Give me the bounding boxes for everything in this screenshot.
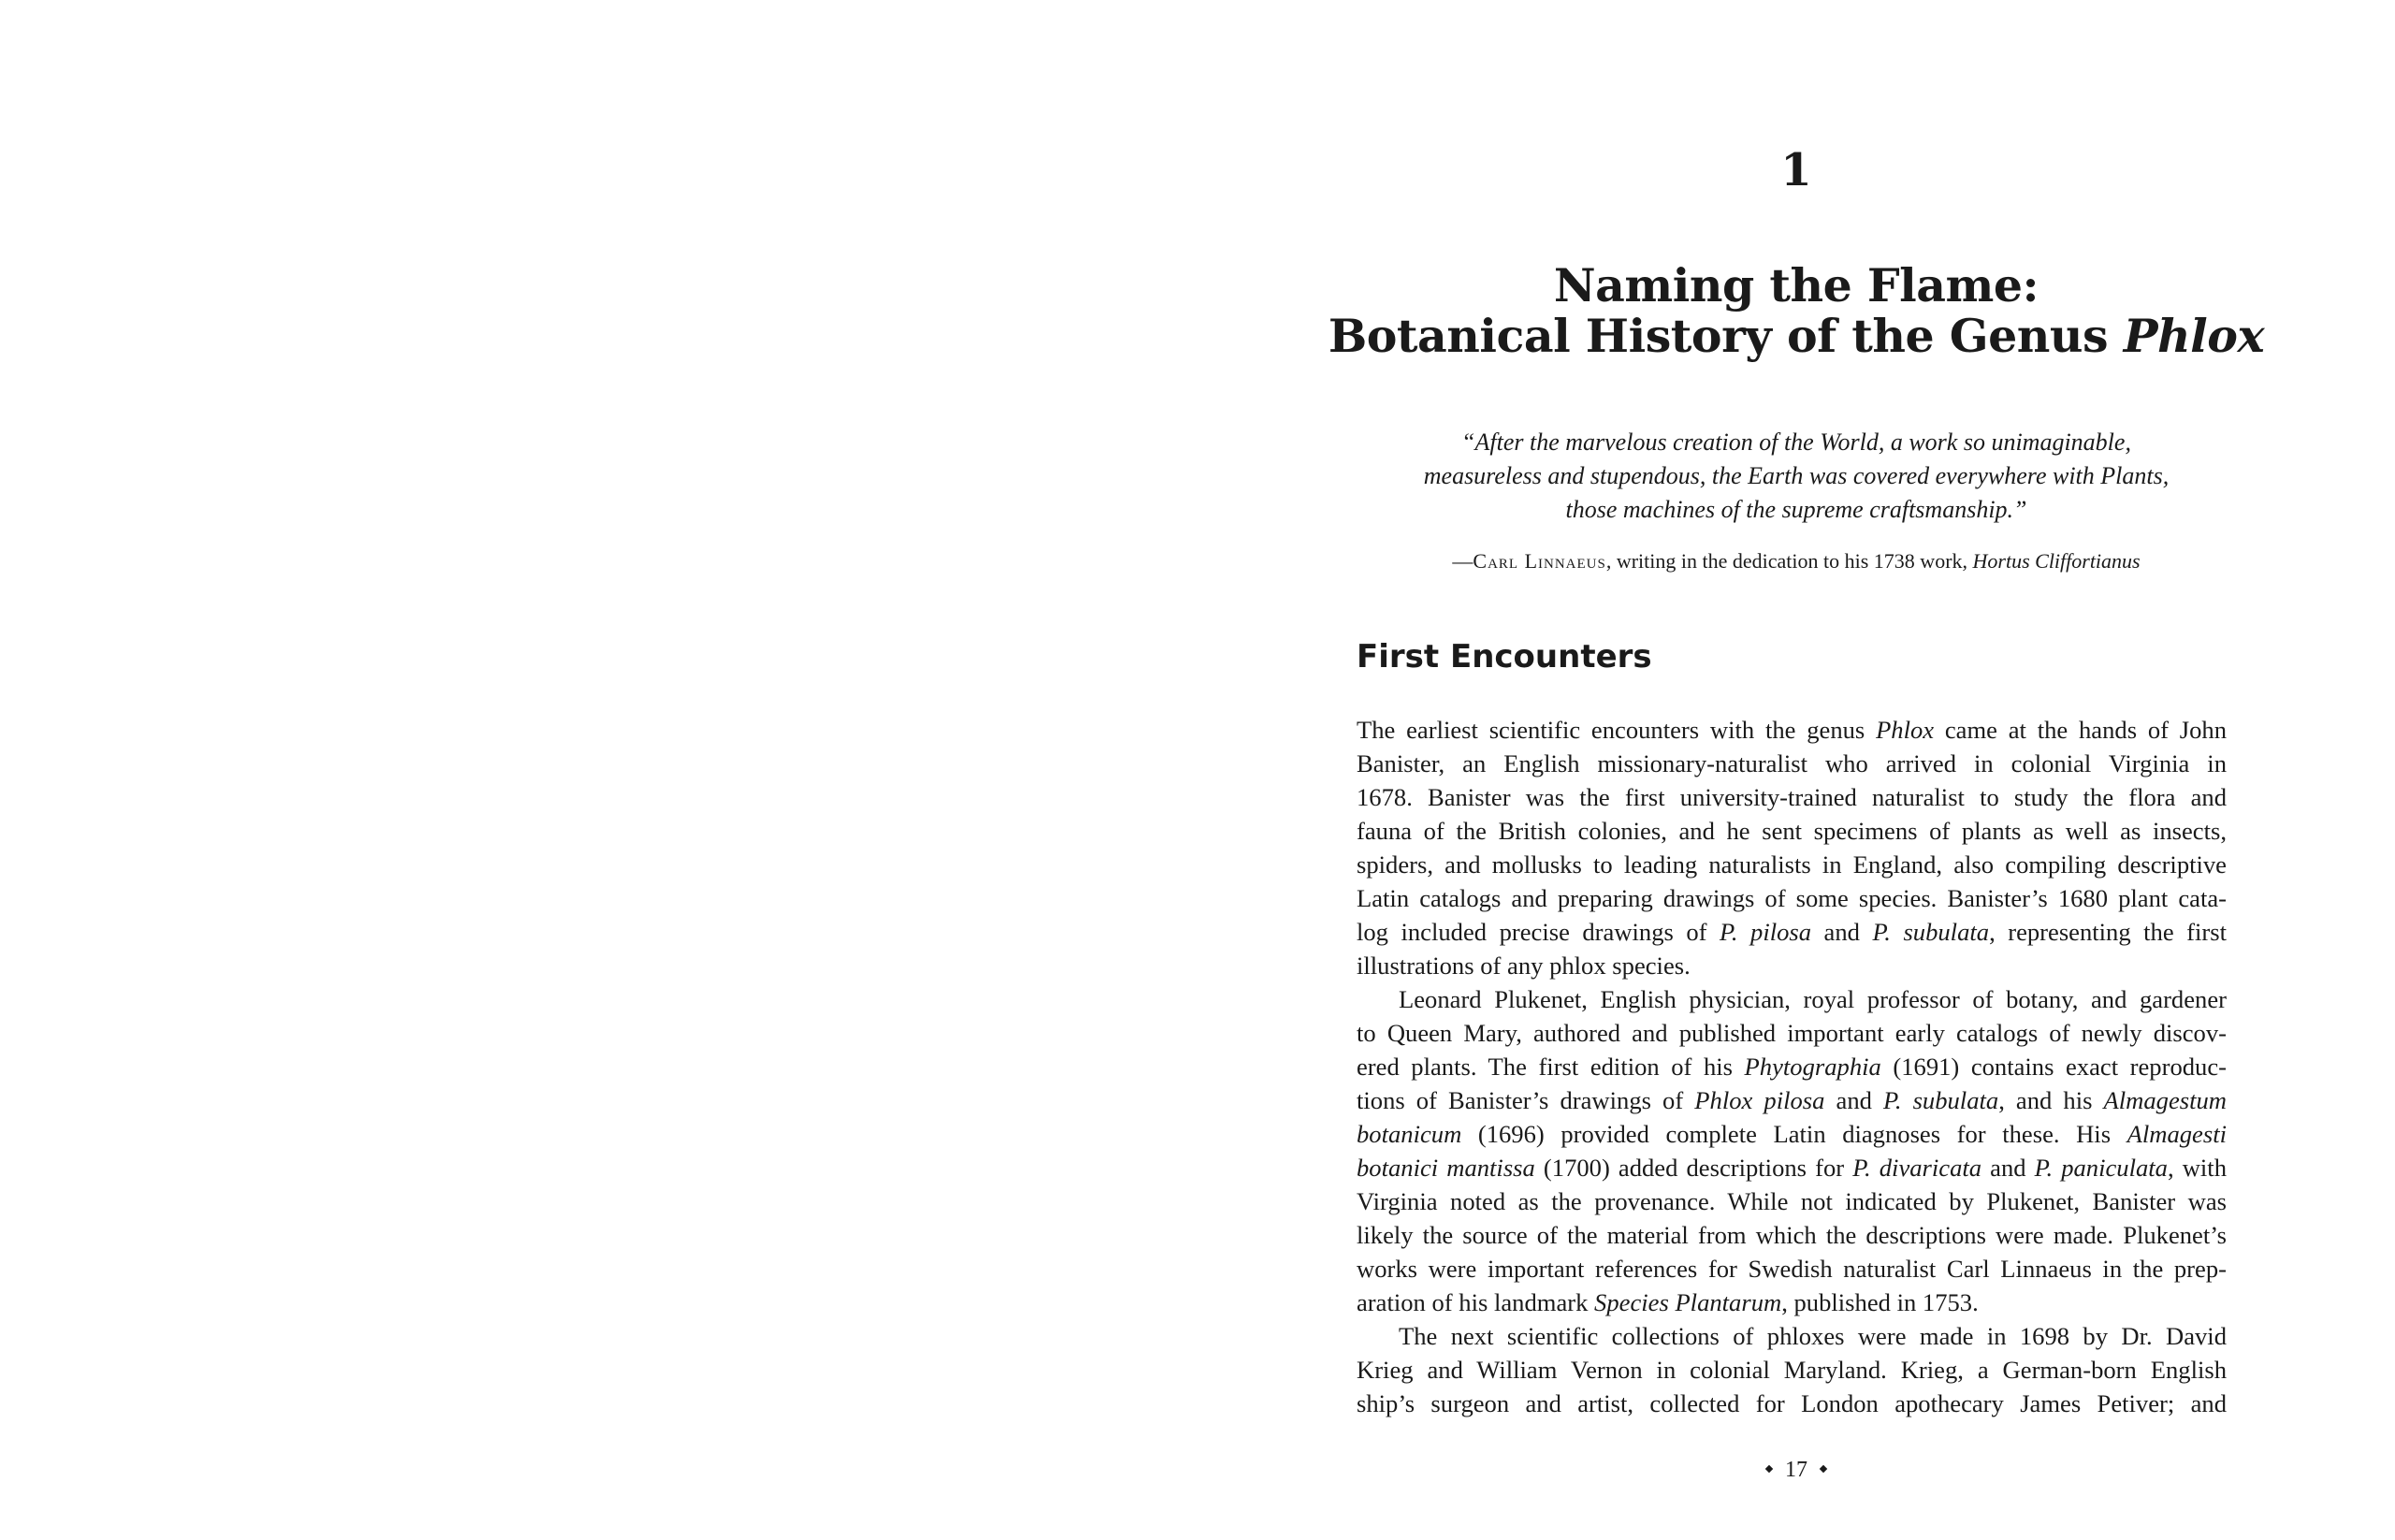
chapter-title-line-1: Naming the Flame:	[1553, 258, 2039, 312]
paragraph-2-line-3: ered plants. The first edition of his Phytographia (1691) contains exact reproduc-	[1357, 1053, 2227, 1081]
folio-ornament-left	[1765, 1465, 1773, 1473]
chapter-title	[1198, 260, 2395, 361]
paragraph-3-line-2: Krieg and William Vernon in colonial Maryland. Krieg, a German-born English	[1357, 1356, 2227, 1384]
paragraph-2-line-5: botanicum (1696) provided complete Latin diagnoses for these. His Almagesti	[1357, 1120, 2227, 1148]
epigraph-line-3: those machines of the supreme craftsmanship.”	[1565, 496, 2027, 523]
paragraph-2-line-10: aration of his landmark Species Plantarum, published in 1753.	[1357, 1288, 1979, 1316]
paragraph-2-line-2: to Queen Mary, authored and published important early catalogs of newly discov-	[1357, 1019, 2227, 1047]
paragraph-1-line-7: log included precise drawings of P. pilosa and P. subulata, representing the first	[1357, 918, 2227, 946]
paragraph-2-line-4: tions of Banister’s drawings of Phlox pilosa and P. subulata, and his Almagestum	[1357, 1086, 2228, 1114]
chapter-title-genus: Phlox	[2123, 309, 2265, 363]
paragraph-2-line-8: likely the source of the material from which the descriptions were made. Plukenet’s	[1357, 1221, 2227, 1249]
paragraph-2-line-1: Leonard Plukenet, English physician, royal professor of botany, and gardener	[1399, 985, 2227, 1013]
page-footer	[1198, 1456, 2395, 1484]
epigraph-line-1: “After the marvelous creation of the World, a work so unimaginable,	[1461, 429, 2131, 456]
paragraph-2-line-6: botanici mantissa (1700) added descriptions for P. divaricata and P. paniculata, with	[1357, 1154, 2227, 1182]
paragraph-1-line-2: Banister, an English missionary-naturalist who arrived in colonial Virginia in	[1357, 749, 2227, 777]
paragraph-1-line-5: spiders, and mollusks to leading naturalists in England, also compiling descriptive	[1357, 850, 2227, 879]
attribution-author: Carl Linnaeus	[1473, 549, 1606, 573]
right-page	[1198, 0, 2395, 1540]
folio-ornament-right	[1820, 1465, 1827, 1473]
attribution-dash: —	[1452, 549, 1473, 573]
attribution-text: , writing in the dedication to his 1738 work,	[1605, 549, 1973, 573]
epigraph-quote	[1347, 426, 2245, 527]
attribution-work-title: Hortus Cliffortianus	[1972, 549, 2141, 573]
paragraph-1-line-4: fauna of the British colonies, and he sent specimens of plants as well as insects,	[1357, 817, 2227, 845]
paragraph-1-line-6: Latin catalogs and preparing drawings of some species. Banister’s 1680 plant cata-	[1357, 884, 2227, 912]
paragraph-2-line-7: Virginia noted as the provenance. While not indicated by Plukenet, Banister was	[1357, 1187, 2227, 1215]
paragraph-2-line-9: works were important references for Swedish naturalist Carl Linnaeus in the prep-	[1357, 1255, 2227, 1283]
epigraph-line-2: measureless and stupendous, the Earth was covered everywhere with Plants,	[1423, 462, 2170, 489]
paragraph-1-line-3: 1678. Banister was the first university-trained naturalist to study the flora and	[1357, 783, 2227, 811]
paragraph-3-line-3: ship’s surgeon and artist, collected for London apothecary James Petiver; and	[1357, 1389, 2227, 1417]
body-text	[1357, 713, 2227, 1420]
paragraph-3-line-1: The next scientific collections of phloxes were made in 1698 by Dr. David	[1399, 1322, 2227, 1350]
chapter-number: 1	[1780, 144, 1812, 196]
page-number: 17	[1785, 1458, 1807, 1482]
paragraph-1-line-8: illustrations of any phlox species.	[1357, 952, 1691, 980]
paragraph-1-line-1: The earliest scientific encounters with the genus Phlox came at the hands of John	[1357, 716, 2227, 744]
epigraph-attribution	[1310, 547, 2283, 575]
section-heading: First Encounters	[1357, 638, 1652, 676]
chapter-title-line-2	[1198, 311, 2395, 361]
chapter-title-text: Botanical History of the Genus	[1328, 309, 2124, 363]
